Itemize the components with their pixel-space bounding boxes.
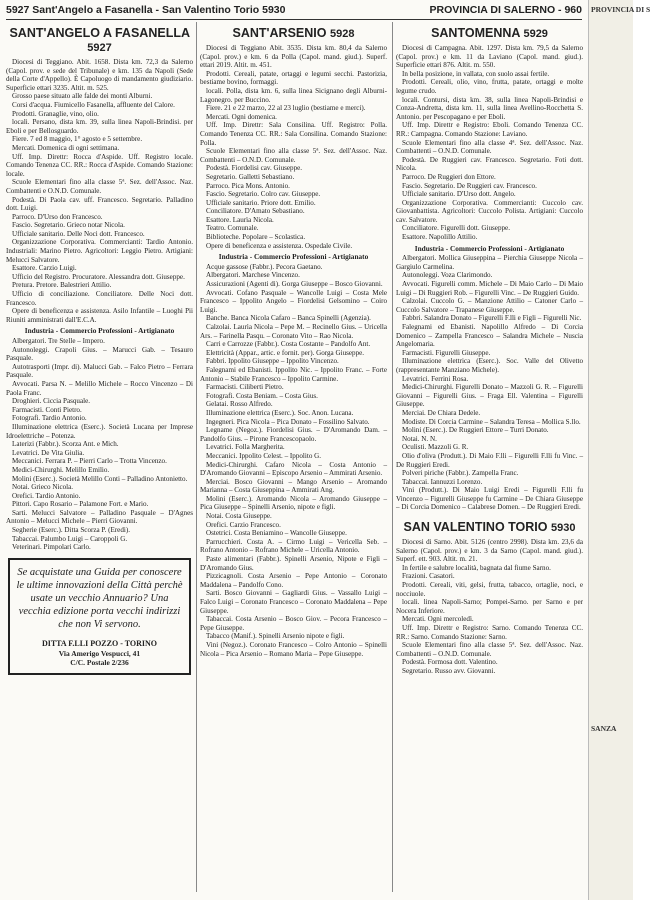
entry-paragraph: Podestà. De Ruggieri cav. Francesco. Segretario. Foti dott. Nicola.: [396, 155, 583, 173]
entry-paragraph: Ufficio del Registro. Procuratore. Alessandra dott. Giuseppe.: [12, 272, 185, 281]
running-head-left: 5927 Sant'Angelo a Fasanella - San Valentino Torio 5930: [6, 4, 286, 16]
business-entries: [200, 263, 387, 658]
entry-paragraph: Diocesi di Teggiano. Abit. 1658. Dista km. 72,3 da Salerno (Capol. prov. e sede del Tribunale) e km. 135 da Napoli (Sede della Corte d'Appello). È Capoluogo di mandamento giudiziario. Superficie ettari 3235. Altit. m. 525.: [6, 58, 193, 92]
entry-paragraph: Paste alimentari (Fabbr.). Spinelli Arsenio, Nipote e Figli – D'Aromando Gius.: [200, 555, 387, 572]
entry-paragraph: Illuminazione elettrica (Eserc.). Soc. Valle del Olivetto (rappresentante Manziano Michele).: [396, 357, 583, 374]
entry-paragraph: locali. linea Napoli-Sarno; Pompei-Sarno. per Sarno e per Nocera Inferiore.: [396, 598, 583, 615]
entry-paragraph: Laterizi (Fabbr.). Scorza Ant. e Mich.: [12, 440, 119, 449]
entry-paragraph: Fabbri. Salandra Donato – Figurelli F.lli e Figli – Figurelli Nic.: [402, 314, 582, 323]
entry-paragraph: Vini (Produtt.). Di Maio Luigi Eredi – Figurelli F.lli fu Vincenzo – Figurelli Giuseppe fu Carmine – De Chiara Giuseppe – Di Corcia Domenico – Calabrese Domen. – De Ruggieri Eredi.: [396, 486, 583, 512]
entry-paragraph: Calzolai. Laurìa Nicola – Pepe M. – Recinello Gius. – Uricella Ars. – Farinella Pasqu. – Coronato Vito – Rao Nicola.: [200, 323, 387, 340]
entry-paragraph: Fascio. Segretario. De Ruggieri cav. Francesco.: [402, 181, 537, 190]
town-name: SANT'ANGELO A FASANELLA: [9, 26, 190, 40]
ad-text: Se acquistate una Guida per conoscere le ultime innovazioni della Città perchè usate un vecchio Annuario? Una vecchia edizione porta vecchi indirizzi che non Vi servono.: [16, 566, 183, 630]
entry-paragraph: Merciai. Bosco Giovanni – Mango Arsenio – Aromando Marianna – Costa Giuseppina – Ammirati Ang.: [200, 477, 387, 495]
entry-paragraph: Tabacco (Manif.). Spinelli Arsenio nipote e figli.: [206, 632, 345, 641]
entry-paragraph: Medici-Chirurghi. Cafaro Nicola – Costa Antonio – D'Aromando Giovanni – Episcopo Arsenio – Ammirati Arsenio.: [200, 460, 387, 478]
entry-paragraph: Autonoleggi. Crapoli Gius. – Marucci Gab. – Tesauro Pasquale.: [6, 345, 193, 363]
running-head: [6, 4, 582, 18]
entry-paragraph: Polveri piriche (Fabbr.). Zampella Franc.: [402, 469, 519, 478]
town-info: [396, 44, 583, 242]
entry-paragraph: Mercati. Domenica di ogni settimana.: [12, 143, 120, 152]
entry-paragraph: Opere di beneficenza e assistenza. Ospedale Civile.: [206, 241, 353, 250]
entry-paragraph: Falegnami ed Ebanisti. Ippolito Nic. – Ippolito Franc. – Forte Antonio – Stabile Francesco – Ippolito Carmine.: [200, 365, 387, 383]
entry-paragraph: Conciliatore. Figurelli dott. Giuseppe.: [402, 224, 510, 233]
town-code: 5928: [329, 28, 355, 40]
entry-paragraph: locali. Polla, dista km. 6, sulla linea Sicignano degli Alburni-Lagonegro. per Buccino.: [200, 86, 387, 104]
adjacent-page-edge: [588, 0, 651, 900]
town-code: 5929: [523, 28, 548, 40]
entry-paragraph: Levatrici. De Vita Giulia.: [12, 448, 85, 457]
entry-paragraph: Avvocati. Parsa N. – Melillo Michele – Rocco Vincenzo – Di Paola Franc.: [6, 379, 193, 397]
entry-paragraph: Pizzicagnoli. Costa Arsenio – Pepe Antonio – Coronato Maddalena – Pandolfo Cono.: [200, 572, 387, 589]
entry-paragraph: Illuminazione elettrica (Eserc.). Società Lucana per Imprese Idroelettriche – Potenza.: [6, 422, 193, 440]
entry-paragraph: Molini (Eserc.). Aromando Nicola – Aromando Giuseppe – Pica Giuseppe – Spinelli Arsenio, nipote e figli.: [200, 494, 387, 512]
entry-paragraph: Mercati. Ogni domenica.: [206, 112, 277, 121]
entry-paragraph: Farmacisti. Figurelli Giuseppe.: [402, 348, 491, 357]
entry-paragraph: Uff. Imp. Direttr e Registro: Eboli. Comando Tenenza CC. RR.: Campagna. Comando Stazione: Laviano.: [396, 121, 583, 138]
entry-paragraph: Notai. N. N.: [402, 434, 437, 443]
entry-paragraph: Merciai. De Chiara Dedele.: [402, 408, 481, 417]
business-entries: [6, 337, 193, 552]
section-heading: Industria - Commercio Professioni - Artigianato: [414, 243, 565, 253]
ad-postal-account: C/C. Postale 2/236: [70, 657, 129, 667]
entry-paragraph: Molini (Eserc.). De Ruggieri Ettore – Turri Donato.: [402, 426, 549, 435]
town-name: SANT'ARSENIO: [232, 26, 327, 40]
town-code: 5927: [87, 42, 112, 54]
entry-paragraph: Fotografi. Tardio Antonio.: [12, 414, 87, 423]
town-heading: [200, 26, 387, 41]
entry-paragraph: Albergatori. Mollica Giuseppina – Pierchia Giuseppe Nicola – Gargiulo Carmelina.: [396, 254, 583, 271]
entry-paragraph: Assicurazioni (Agenti di). Gorga Giuseppe – Bosco Giovanni.: [206, 280, 383, 289]
entry-paragraph: Conciliatore. D'Amato Sebastiano.: [206, 207, 305, 216]
entry-paragraph: Modiste. Di Corcia Carmine – Salandra Teresa – Mollica S.llo.: [402, 417, 581, 426]
town-info: [6, 58, 193, 324]
entry-paragraph: Orefici. Tardio Antonio.: [12, 491, 81, 500]
entry-paragraph: Sarti. Melucci Salvatore – Palladino Pasquale – D'Agnes Antonio – Melucci Michele – Pierri Giovanni.: [6, 508, 193, 526]
entry-paragraph: Pretura. Pretore. Balestrieri Attilio.: [12, 281, 112, 290]
entry-paragraph: Tabaccai. Palumbo Luigi – Caroppoli G.: [12, 534, 128, 543]
entry-paragraph: Diocesi di Teggiano Abit. 3535. Dista km. 80,4 da Salerno (Capol. prov.) e km. 6 da Polla (Capol. mand. giud.). Superf. ettari 2019. Altit. m. 451.: [200, 44, 387, 70]
town-name: SANTOMENNA: [431, 26, 520, 40]
entry-paragraph: Sarti. Bosco Giovanni – Gagliardi Gius. – Vassallo Luigi – Falco Luigi – Coronato Francesco – Coronato Maddalena – Pepe Giuseppe.: [200, 589, 387, 615]
entry-paragraph: Albergatori. Tre Stelle – Impero.: [12, 337, 105, 345]
column-1: [6, 22, 193, 892]
entry-paragraph: Podestà. Fiordelisi cav. Giuseppe.: [206, 164, 303, 173]
entry-paragraph: Fiere. 7 ed 8 maggio, 1° agosto e 5 settembre.: [12, 135, 143, 144]
entry-paragraph: Podestà. Di Paola cav. uff. Francesco. Segretario. Palladino dott. Luigi.: [6, 195, 193, 213]
entry-paragraph: Medici-Chirurghi. Figurelli Donato – Mazzoli G. R. – Figurelli Giovanni – Figurelli Gius. – Fraga Ell. Valentina – Figurelli Giuseppe.: [396, 383, 583, 409]
entry-paragraph: Ufficiale sanitario. D'Urso dott. Angelo.: [402, 190, 516, 199]
entry-paragraph: Falegnami ed Ebanisti. Napolillo Alfredo – Di Corcia Domenico – Zampella Francesco – Salandra Michele – Nuscia Angelomaria.: [396, 323, 583, 349]
entry-paragraph: Segretario. Galletti Sebastiano.: [206, 172, 295, 181]
entry-paragraph: Parrucchieri. Costa A. – Cirmo Luigi – Vericella Seb. – Rofrano Antonio – Rofrano Michele – Uricella Antonio.: [200, 537, 387, 555]
entry-paragraph: Veterinari. Pimpolari Carlo.: [12, 543, 91, 552]
entry-paragraph: Autonoleggi. Voza Clarimondo.: [402, 271, 493, 280]
entry-paragraph: Medici-Chirurghi. Melillo Emilio.: [12, 465, 110, 474]
entry-paragraph: Segherie (Eserc.). Ditta Scorza P. (Eredi).: [12, 526, 130, 535]
entry-paragraph: Corsi d'acqua. Fiumicello Fasanella, affluente del Calore.: [12, 100, 175, 109]
entry-paragraph: Fiere. 21 e 22 marzo, 22 al 23 luglio (bestiame e merci).: [206, 104, 366, 113]
ad-firm: DITTA F.LLI POZZO - TORINO: [41, 638, 158, 648]
entry-paragraph: Parroco. De Ruggieri don Ettore.: [402, 172, 496, 181]
entry-paragraph: Pittori. Capo Rosario – Palamone Fort. e Mario.: [12, 500, 149, 509]
entry-paragraph: Acque gassose (Fabbr.). Pecora Gaetano.: [206, 262, 323, 271]
entry-paragraph: Olio d'oliva (Produtt.). Di Maio F.lli – Figurelli F.lli fu Vinc. – De Ruggieri Eredi.: [396, 451, 583, 469]
entry-paragraph: Levatrici. Ferrini Rosa.: [402, 374, 469, 383]
entry-paragraph: Notai. Costa Giuseppe.: [206, 512, 272, 521]
advertisement-box: [8, 558, 191, 675]
entry-paragraph: Diocesi di Campagna. Abit. 1297. Dista km. 79,5 da Salerno (Capol. prov.) e km. 11 da Laviano (Capol. mand. giud.). Superficie ettari 876. Altit. m. 550.: [396, 44, 583, 70]
entry-paragraph: Frazioni. Casatori.: [402, 572, 455, 581]
entry-paragraph: Segretario. Russo avv. Giovanni.: [402, 666, 496, 675]
entry-paragraph: In bella posizione, in vallata, con suolo assai fertile.: [402, 69, 550, 78]
entry-paragraph: Avvocati. Cofano Pasquale – Wancolle Luigi – Costa Mele Francesco – Ippolito Angelo – Fiordelisi Gelsomino – Coiro Luigi.: [200, 288, 387, 314]
entry-paragraph: Levatrici. Folla Margherita.: [206, 443, 285, 452]
entry-paragraph: Fabbri. Ippolito Giuseppe – Ippolito Vincenzo.: [206, 357, 339, 366]
entry-paragraph: Parroco. D'Urso don Francesco.: [12, 212, 103, 221]
entry-paragraph: Esattore. Napolillo Attilio.: [402, 233, 478, 242]
entry-paragraph: Autotrasporti (Impr. di). Malucci Gab. – Falco Pietro – Ferrara Pasquale.: [6, 362, 193, 380]
entry-paragraph: Avvocati. Figurelli comm. Michele – Di Maio Carlo – Di Maio Luigi – Di Ruggieri Rob. – Figurelli Vinc. – De Ruggieri Guido.: [396, 280, 583, 297]
entry-paragraph: Farmacisti. Conti Pietro.: [12, 405, 82, 414]
entry-paragraph: locali. Persano, dista km. 39, sulla linea Napoli-Brindisi. per Eboli e per Bellosguardo.: [6, 118, 193, 135]
adjacent-page-label: SANZA: [591, 724, 617, 733]
header-rule: [6, 19, 582, 20]
entry-paragraph: Esattore. Laurìa Nicola.: [206, 215, 274, 224]
entry-paragraph: Droghieri. Ciccia Pasquale.: [12, 397, 91, 406]
entry-paragraph: Scuole Elementari fino alla classe 5ª. Sez. dell'Assoc. Naz. Combattenti – O.N.D. Comunale.: [200, 147, 387, 164]
entry-paragraph: Parroco. Pica Mons. Antonio.: [206, 181, 290, 190]
entry-paragraph: Prodotti. Granaglie, vino, olio.: [12, 109, 99, 118]
entry-paragraph: Carri e Carrozze (Fabbr.). Costa Costante – Pandolfo Ant.: [206, 340, 371, 349]
entry-paragraph: locali. Contursi, dista km. 38, sulla linea Napoli-Brindisi e Conza-Andretta, dista km. 11, sulla linea Avellino-Rocchetta S. Antonio. per Pescopagano e per Eboli.: [396, 95, 583, 121]
entry-paragraph: Orefici. Carzio Francesco.: [206, 520, 281, 529]
entry-paragraph: Biblioteche. Popolare – Scolastica.: [206, 233, 306, 242]
entry-paragraph: Grosso paese situato alle falde dei monti Alburni.: [12, 92, 153, 101]
entry-paragraph: Scuole Elementari fino alla classe 4ª. Sez. dell'Assoc. Naz. Combattenti – O.N.D. Comunale.: [396, 138, 583, 156]
entry-paragraph: Scuole Elementari fino alla classe 5ª. Sez. dell'Assoc. Naz. Combattenti – O.N.D. Comunale.: [396, 641, 583, 658]
entry-paragraph: Oculisti. Mazzoli G. R.: [402, 443, 469, 452]
entry-paragraph: Molini (Eserc.). Società Melillo Conti – Palladino Antonietto.: [12, 474, 188, 483]
entry-paragraph: Illuminazione elettrica (Eserc.). Soc. Anon. Lucana.: [206, 408, 354, 417]
entry-paragraph: Meccanici. Ferrara P. – Pierri Carlo – Trotta Vincenzo.: [12, 457, 167, 466]
entry-paragraph: Scuole Elementari fino alla classe 5ª. Sez. dell'Assoc. Naz. Combattenti e O.N.D. Comunale.: [6, 178, 193, 195]
entry-paragraph: Albergatori. Marchese Vincenzo.: [206, 271, 300, 280]
entry-paragraph: Teatro. Comunale.: [206, 224, 259, 233]
entry-paragraph: Uff. Imp. Direttr: Rocca d'Aspide. Uff. Registro locale. Comando Tenenza CC. RR.: Rocca d'Aspide. Comando Stazione: locale.: [6, 152, 193, 178]
entry-paragraph: Banche. Banca Nicola Cafaro – Banca Spinelli (Agenzia).: [206, 314, 371, 323]
entry-paragraph: Fascio. Segretario. Colro cav. Giuseppe.: [206, 190, 321, 199]
entry-paragraph: Legname (Negoz.). Fiordelisi Gius. – D'Aromando Dam. – Pandolfo Gius. – Pirone Francescopaolo.: [200, 426, 387, 443]
entry-paragraph: Ufficio di conciliazione. Conciliatore. Delle Noci dott. Francesco.: [6, 290, 193, 307]
entry-paragraph: Opere di beneficenza e assistenza. Asilo Infantile – Luoghi Pii Riuniti amministrati dall'E.C.A.: [6, 307, 193, 324]
entry-paragraph: Organizzazione Corporativa. Commercianti: Tardio Antonio. Industriali: Marino Pietro. Agricoltori: Leggio Pietro. Artigiani: Melucci Salvatore.: [6, 238, 193, 264]
entry-paragraph: In fertile e salubre località, bagnata dal fiume Sarno.: [402, 563, 551, 572]
entry-paragraph: Mercati. Ogni mercoledì.: [402, 615, 474, 624]
town-name-2: SAN VALENTINO TORIO: [403, 520, 548, 535]
entry-paragraph: Ingegneri. Pica Nicola – Pica Donato – Fossilino Salvato.: [206, 417, 370, 426]
town-heading-2: [396, 520, 583, 535]
adjacent-page-head: PROVINCIA DI S: [591, 5, 651, 14]
column-divider: [196, 22, 197, 892]
entry-paragraph: Organizzazione Corporativa. Commercianti: Cuccolo cav. Giovanbattista. Agricoltori: Cuccolo Polista. Artigiani: Cuccolo cav. Salvatore.: [396, 198, 583, 224]
entry-paragraph: Diocesi di Sarno. Abit. 5126 (centro 2998). Dista km. 23,6 da Salerno (Capol. prov.) e km. 3 da Sarno (Capol. mand. giud.). Superf. ett. 903. Altit. m. 21.: [396, 538, 583, 564]
entry-paragraph: Prodotti. Cereali, patate, ortaggi e legumi secchi. Pastorizia, bestiame bovino, formaggi.: [200, 69, 387, 87]
entry-paragraph: Uff. Imp. Direttr e Registro: Sarno. Comando Tenenza CC. RR.: Sarno. Comando Stazione: Sarno.: [396, 624, 583, 641]
town-info-2: [396, 538, 583, 676]
entry-paragraph: Meccanici. Ippolito Celest. – Ippolito G.: [206, 451, 322, 460]
entry-paragraph: Podestà. Formosa dott. Valentino.: [402, 658, 498, 667]
section-heading: Industria - Commercio Professioni - Artigianato: [24, 326, 175, 336]
entry-paragraph: Tabaccai. Costa Arsenio – Bosco Giov. – Pecora Francesco – Pepe Giuseppe.: [200, 615, 387, 632]
entry-paragraph: Fotografi. Costa Beniam. – Costa Gius.: [206, 391, 318, 400]
entry-paragraph: Gelatai. Rosso Alfredo.: [206, 400, 273, 409]
business-entries: [396, 254, 583, 512]
column-divider: [392, 22, 393, 892]
entry-paragraph: Prodotti. Cereali, olio, vino, frutta, patate, ortaggi e molte legume crudo.: [396, 78, 583, 95]
entry-paragraph: Vini (Negoz.). Coronato Francesco – Colro Antonio – Spinelli Nicola – Pica Arsenio – Romano Maria – Pepe Giuseppe.: [200, 640, 387, 658]
entry-paragraph: Ostetrici. Costa Beniamino – Wancolle Giuseppe.: [206, 529, 347, 538]
town-heading: [396, 26, 583, 41]
section-heading: Industria - Commercio Professioni - Artigianato: [218, 252, 369, 262]
entry-paragraph: Ufficiale sanitario. Delle Noci dott. Francesco.: [12, 229, 145, 238]
entry-paragraph: Fascio. Segretario. Grieco notar Nicola.: [12, 221, 125, 230]
entry-paragraph: Prodotti. Cereali, viti, gelsi, frutta, tabacco, ortaglie, noci, e nocciuole.: [396, 581, 583, 598]
entry-paragraph: Uff. Imp. Direttr: Sala Consilina. Uff. Registro: Polla. Comando Tenenza CC. RR.: Sala Consilina. Comando Stazione: Polla.: [200, 121, 387, 147]
ad-address: Via Amerigo Vespucci, 41: [58, 648, 141, 658]
entry-paragraph: Tabaccai. Iannuzzi Lorenzo.: [402, 477, 483, 486]
column-2: [200, 22, 387, 892]
entry-paragraph: Esattore. Carzio Luigi.: [12, 264, 77, 273]
column-3: [396, 22, 583, 892]
town-heading: [6, 26, 193, 55]
town-code-2: 5930: [551, 522, 576, 535]
entry-paragraph: Ufficiale sanitario. Priore dott. Emilio.: [206, 198, 316, 207]
entry-paragraph: Elettricità (Appar., artic. e fornit. per). Gorga Giuseppe.: [206, 348, 365, 357]
entry-paragraph: Calzolai. Cuccolo G. – Manzione Attilio – Catoner Carlo – Cuccolo Salvatore – Trapanese Giuseppe.: [396, 297, 583, 314]
town-info: [200, 44, 387, 250]
entry-paragraph: Notai. Grieco Nicola.: [12, 483, 74, 492]
running-head-right: PROVINCIA DI SALERNO - 960: [429, 4, 582, 16]
entry-paragraph: Farmacisti. Ciliberti Pietro.: [206, 383, 284, 392]
